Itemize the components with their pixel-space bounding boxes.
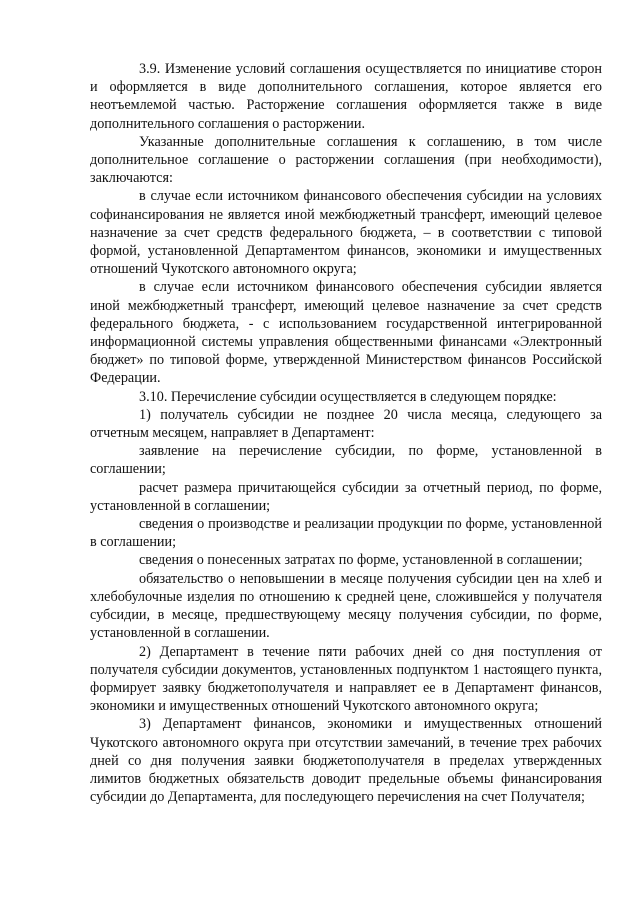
paragraph-3-10: 3.10. Перечисление субсидии осуществляется в следующем порядке:: [139, 388, 557, 405]
paragraph-federal-transfer-case: в случае если источником финансового обеспечения субсидии является иной межбюджетный трансферт, имеющий целевое назначение за счет средств федерального бюджета, - с использованием государственной интегрированной информационной системы управления общественными финансами «Электронный бюджет» по типовой форме, утвержденной Министерством финансов Российской Федерации.: [90, 279, 602, 387]
paragraph-costs-info: сведения о понесенных затратах по форме, установленной в соглашении;: [139, 552, 583, 569]
paragraph-additional-agreements: Указанные дополнительные соглашения к соглашению, в том числе дополнительное соглашение о расторжении соглашения (при необходимости), заключаются:: [90, 133, 602, 187]
paragraph-cofinancing-case: в случае если источником финансового обеспечения субсидии на условиях софинансирования не является иной межбюджетный трансферт, имеющий целевое назначение за счет средств федерального бюджета, – в соответствии с типовой формой, установленной Департаментом финансов, экономики и имущественных отношений Чукотского автономного округа;: [90, 188, 602, 278]
paragraph-subitem-3: 3) Департамент финансов, экономики и имущественных отношений Чукотского автономного округа при отсутствии замечаний, в течение трех рабочих дней со дня получения заявки бюджетополучателя в пределах утвержденных лимитов бюджетных обязательств доводит предельные объемы финансирования субсидии до Департамента, для последующего перечисления на счет Получателя;: [90, 716, 602, 806]
paragraph-production-info: сведения о производстве и реализации продукции по форме, установленной в соглашении;: [90, 516, 602, 551]
paragraph-subitem-2: 2) Департамент в течение пяти рабочих дней со дня поступления от получателя субсидии документов, установленных подпунктом 1 настоящего пункта, формирует заявку бюджетополучателя и направляет ее в Департамент финансов, экономики и имущественных отношений Чукотского автономного округа;: [90, 643, 602, 715]
paragraph-calculation: расчет размера причитающейся субсидии за отчетный период, по форме, установленной в соглашении;: [90, 479, 602, 514]
document-page: [90, 60, 602, 806]
paragraph-application: заявление на перечисление субсидии, по форме, установленной в соглашении;: [90, 443, 602, 478]
paragraph-price-obligation: обязательство о неповышении в месяце получения субсидии цен на хлеб и хлебобулочные изделия по отношению к средней цене, сложившейся у получателя субсидии, в месяце, предшествующему месяцу получения субсидии, по форме, установленной в соглашении.: [90, 570, 602, 642]
paragraph-subitem-1: 1) получатель субсидии не позднее 20 числа месяца, следующего за отчетным месяцем, направляет в Департамент:: [90, 406, 602, 442]
paragraph-3-9: 3.9. Изменение условий соглашения осуществляется по инициативе сторон и оформляется в виде дополнительного соглашения, которое является его неотъемлемой частью. Расторжение соглашения оформляется также в виде дополнительного соглашения о расторжении.: [90, 61, 602, 132]
